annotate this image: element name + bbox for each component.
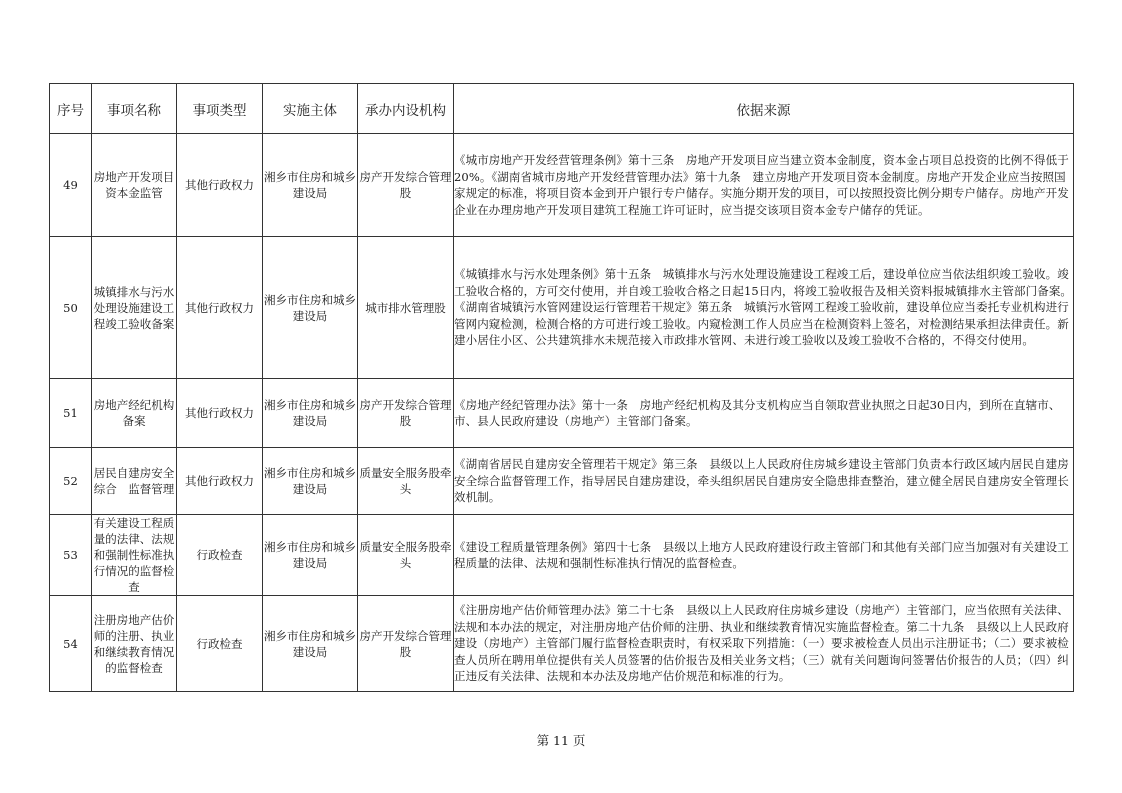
row-no: 52 — [50, 448, 92, 515]
row-type: 其他行政权力 — [177, 237, 263, 379]
header-dept: 承办内设机构 — [358, 84, 454, 134]
row-name: 房地产开发项目资本金监管 — [92, 134, 177, 237]
row-dept: 质量安全服务股牵头 — [358, 515, 454, 596]
row-name: 城镇排水与污水处理设施建设工程竣工验收备案 — [92, 237, 177, 379]
row-basis: 《注册房地产估价师管理办法》第二十七条 县级以上人民政府住房城乡建设（房地产）主管部门，应当依照有关法律、法规和本办法的规定，对注册房地产估价师的注册、执业和继续教育情况实施监督检查。第二十九条 县级以上人民政府建设（房地产）主管部门履行监督检查职责时，有权采取下列措施：（一）要求被检查人员出示注册证书；（二）要求被检查人员所在聘用单位提供有关人员签署的估价报告及相关业务文档；（三）就有关问题询问签署估价报告的人员；（四）纠正违反有关法律、法规和本办法及房地产估价规范和标准的行为。 — [454, 596, 1074, 692]
table-header-row — [50, 84, 1074, 134]
row-basis: 《房地产经纪管理办法》第十一条 房地产经纪机构及其分支机构应当自领取营业执照之日起30日内，到所在直辖市、市、县人民政府建设（房地产）主管部门备案。 — [454, 379, 1074, 448]
row-dept: 城市排水管理股 — [358, 237, 454, 379]
header-subject: 实施主体 — [263, 84, 358, 134]
row-no: 51 — [50, 379, 92, 448]
row-type: 其他行政权力 — [177, 448, 263, 515]
header-item-name: 事项名称 — [92, 84, 177, 134]
table-row — [50, 237, 1074, 379]
row-type: 其他行政权力 — [177, 379, 263, 448]
row-dept: 房产开发综合管理股 — [358, 596, 454, 692]
row-subject: 湘乡市住房和城乡建设局 — [263, 448, 358, 515]
row-dept: 质量安全服务股牵头 — [358, 448, 454, 515]
row-subject: 湘乡市住房和城乡建设局 — [263, 237, 358, 379]
row-basis: 《城镇排水与污水处理条例》第十五条 城镇排水与污水处理设施建设工程竣工后，建设单位应当依法组织竣工验收。竣工验收合格的，方可交付使用，并自竣工验收合格之日起15日内，将竣工验收报告及相关资料报城镇排水主管部门备案。《湖南省城镇污水管网建设运行管理若干规定》第五条 城镇污水管网工程竣工验收前，建设单位应当委托专业机构进行管网内窥检测，检测合格的方可进行竣工验收。内窥检测工作人员应当在检测资料上签名，对检测结果承担法律责任。新建小居住小区、公共建筑排水未规范接入市政排水管网、未进行竣工验收以及竣工验收不合格的，不得交付使用。 — [454, 237, 1074, 379]
row-no: 54 — [50, 596, 92, 692]
row-dept: 房产开发综合管理股 — [358, 379, 454, 448]
row-type: 行政检查 — [177, 515, 263, 596]
row-type: 其他行政权力 — [177, 134, 263, 237]
row-subject: 湘乡市住房和城乡建设局 — [263, 134, 358, 237]
row-no: 50 — [50, 237, 92, 379]
header-item-type: 事项类型 — [177, 84, 263, 134]
row-type: 行政检查 — [177, 596, 263, 692]
row-name: 有关建设工程质量的法律、法规和强制性标准执行情况的监督检查 — [92, 515, 177, 596]
row-subject: 湘乡市住房和城乡建设局 — [263, 596, 358, 692]
header-basis: 依据来源 — [454, 84, 1074, 134]
row-name: 居民自建房安全综合 监督管理 — [92, 448, 177, 515]
row-basis: 《城市房地产开发经营管理条例》第十三条 房地产开发项目应当建立资本金制度，资本金占项目总投资的比例不得低于20%。《湖南省城市房地产开发经营管理办法》第十九条 建立房地产开发项目资本金制度。房地产开发企业应当按照国家规定的标准，将项目资本金到开户银行专户储存。实施分期开发的项目，可以按照投资比例分期专户储存。房地产开发企业在办理房地产开发项目建筑工程施工许可证时，应当提交该项目资本金专户储存的凭证。 — [454, 134, 1074, 237]
table-row — [50, 515, 1074, 596]
row-subject: 湘乡市住房和城乡建设局 — [263, 379, 358, 448]
table-row — [50, 134, 1074, 237]
table-row — [50, 596, 1074, 692]
table-row — [50, 379, 1074, 448]
row-subject: 湘乡市住房和城乡建设局 — [263, 515, 358, 596]
power-list-table — [49, 83, 1074, 692]
header-seq: 序号 — [50, 84, 92, 134]
row-name: 房地产经纪机构备案 — [92, 379, 177, 448]
row-name: 注册房地产估价师的注册、执业和继续教育情况的监督检查 — [92, 596, 177, 692]
page-number: 第 11 页 — [536, 733, 586, 748]
table-row — [50, 448, 1074, 515]
row-no: 49 — [50, 134, 92, 237]
row-basis: 《建设工程质量管理条例》第四十七条 县级以上地方人民政府建设行政主管部门和其他有关部门应当加强对有关建设工程质量的法律、法规和强制性标准执行情况的监督检查。 — [454, 515, 1074, 596]
row-basis: 《湖南省居民自建房安全管理若干规定》第三条 县级以上人民政府住房城乡建设主管部门负责本行政区域内居民自建房安全综合监督管理工作，指导居民自建房建设，牵头组织居民自建房安全隐患排查整治，建立健全居民自建房安全管理长效机制。 — [454, 448, 1074, 515]
row-dept: 房产开发综合管理股 — [358, 134, 454, 237]
row-no: 53 — [50, 515, 92, 596]
